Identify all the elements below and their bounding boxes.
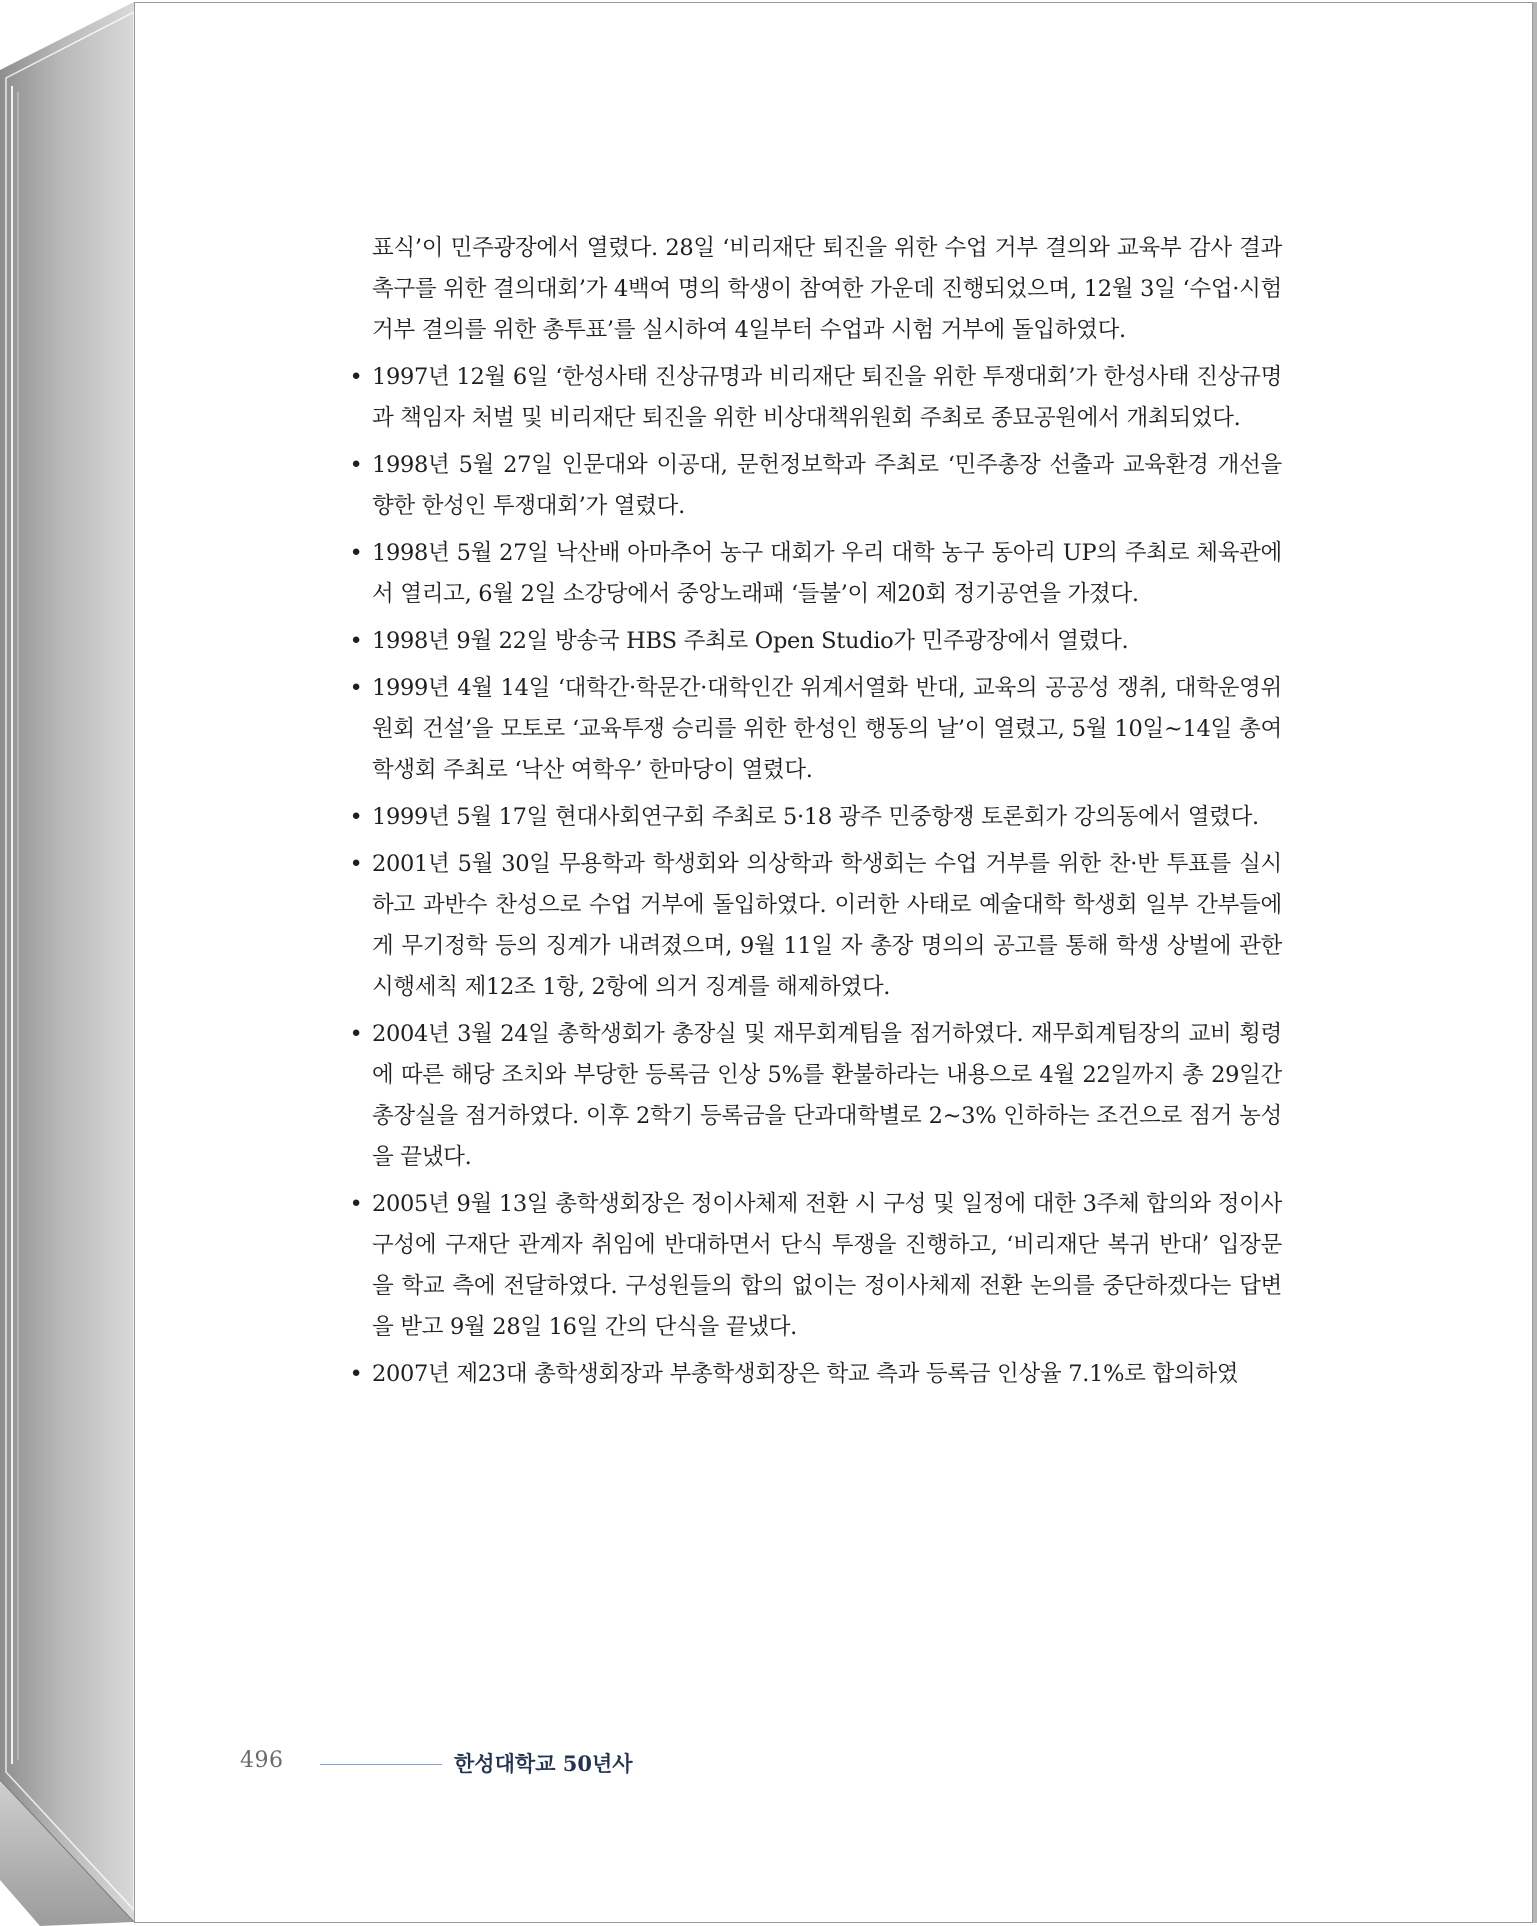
- bullet-icon: •: [349, 628, 363, 654]
- bullet-icon: •: [349, 675, 363, 701]
- book-title: 한성대학교 50년사: [454, 1751, 633, 1776]
- list-item-text: 2007년 제23대 총학생회장과 부총학생회장은 학교 측과 등록금 인상율 7.1%로 합의하였: [372, 1361, 1239, 1387]
- bullet-icon: •: [349, 452, 363, 478]
- list-item: [349, 357, 1282, 439]
- list-item-text: 1999년 4월 14일 ‘대학간·학문간·대학인간 위계서열화 반대, 교육의 공공성 쟁취, 대학운영위원회 건설’을 모토로 ‘교육투쟁 승리를 위한 한성인 행동의 날’이 열렸고, 5월 10일~14일 총여학생회 주최로 ‘낙산 여학우’ 한마당이 열렸다.: [372, 675, 1282, 783]
- bullet-icon: •: [349, 1191, 363, 1217]
- intro-paragraph: 표식’이 민주광장에서 열렸다. 28일 ‘비리재단 퇴진을 위한 수업 거부 결의와 교육부 감사 결과 촉구를 위한 결의대회’가 4백여 명의 학생이 참여한 가운데 진행되었으며, 12월 3일 ‘수업·시험 거부 결의를 위한 총투표’를 실시하여 4일부터 수업과 시험 거부에 돌입하였다.: [372, 235, 1282, 343]
- list-item-text: 1998년 5월 27일 인문대와 이공대, 문헌정보학과 주최로 ‘민주총장 선출과 교육환경 개선을 향한 한성인 투쟁대회’가 열렸다.: [372, 452, 1282, 519]
- bullet-icon: •: [349, 540, 363, 566]
- footer-divider: [320, 1764, 442, 1765]
- page-number: 496: [240, 1748, 284, 1773]
- page-footer: [240, 1748, 840, 1778]
- list-item: [349, 621, 1282, 662]
- list-item: [349, 1184, 1282, 1348]
- list-item-text: 1998년 5월 27일 낙산배 아마추어 농구 대회가 우리 대학 농구 동아리 UP의 주최로 체육관에서 열리고, 6월 2일 소강당에서 중앙노래패 ‘들불’이 제20회 정기공연을 가졌다.: [372, 540, 1282, 607]
- list-item: [349, 797, 1282, 838]
- body-text: [349, 228, 1282, 1401]
- list-item: [349, 533, 1282, 615]
- list-item: [349, 844, 1282, 1008]
- bullet-icon: •: [349, 851, 363, 877]
- list-item-text: 1997년 12월 6일 ‘한성사태 진상규명과 비리재단 퇴진을 위한 투쟁대회’가 한성사태 진상규명과 책임자 처벌 및 비리재단 퇴진을 위한 비상대책위원회 주최로 종묘공원에서 개최되었다.: [372, 364, 1282, 431]
- list-item: [349, 1354, 1282, 1395]
- list-item: [349, 445, 1282, 527]
- bullet-icon: •: [349, 364, 363, 390]
- list-item-text: 2001년 5월 30일 무용학과 학생회와 의상학과 학생회는 수업 거부를 위한 찬·반 투표를 실시하고 과반수 찬성으로 수업 거부에 돌입하였다. 이러한 사태로 예술대학 학생회 일부 간부들에게 무기정학 등의 징계가 내려졌으며, 9월 11일 자 총장 명의의 공고를 통해 학생 상벌에 관한 시행세칙 제12조 1항, 2항에 의거 징계를 해제하였다.: [372, 851, 1282, 1000]
- list-item-text: 2005년 9월 13일 총학생회장은 정이사체제 전환 시 구성 및 일정에 대한 3주체 합의와 정이사 구성에 구재단 관계자 취임에 반대하면서 단식 투쟁을 진행하고, ‘비리재단 복귀 반대’ 입장문을 학교 측에 전달하였다. 구성원들의 합의 없이는 정이사체제 전환 논의를 중단하겠다는 답변을 받고 9월 28일 16일 간의 단식을 끝냈다.: [372, 1191, 1282, 1340]
- bullet-icon: •: [349, 804, 363, 830]
- list-item-text: 1999년 5월 17일 현대사회연구회 주최로 5·18 광주 민중항쟁 토론회가 강의동에서 열렸다.: [372, 804, 1259, 830]
- bullet-icon: •: [349, 1361, 363, 1387]
- bullet-icon: •: [349, 1021, 363, 1047]
- list-item: [349, 1014, 1282, 1178]
- list-item-text: 1998년 9월 22일 방송국 HBS 주최로 Open Studio가 민주광장에서 열렸다.: [372, 628, 1129, 654]
- list-item: [349, 668, 1282, 791]
- list-item-text: 2004년 3월 24일 총학생회가 총장실 및 재무회계팀을 점거하였다. 재무회계팀장의 교비 횡령에 따른 해당 조치와 부당한 등록금 인상 5%를 환불하라는 내용으로 4월 22일까지 총 29일간 총장실을 점거하였다. 이후 2학기 등록금을 단과대학별로 2~3% 인하하는 조건으로 점거 농성을 끝냈다.: [372, 1021, 1282, 1170]
